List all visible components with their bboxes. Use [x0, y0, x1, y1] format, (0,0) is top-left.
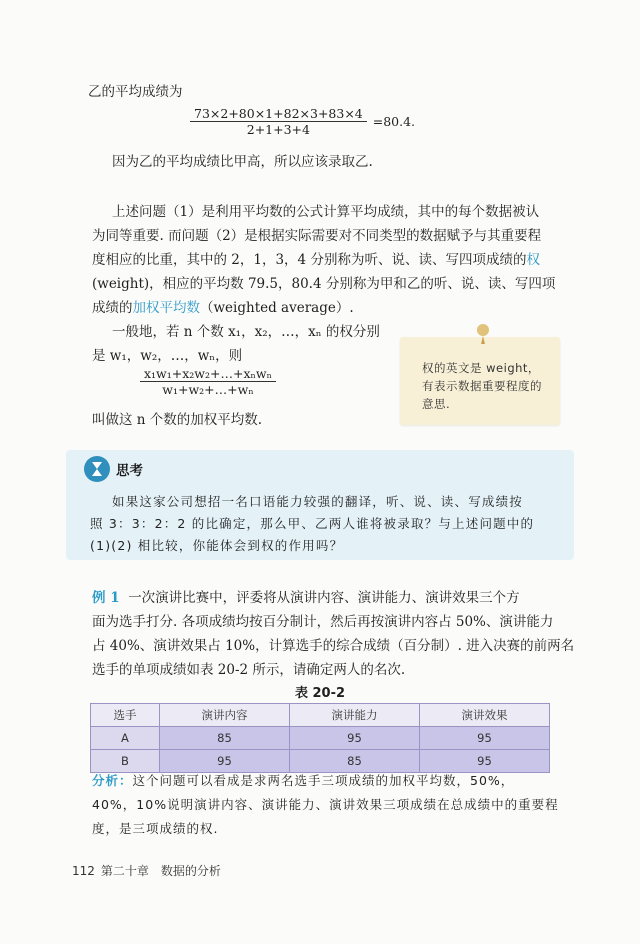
- pushpin-icon: [470, 320, 496, 346]
- para-line-3-text: 度相应的比重，其中的 2，1，3，4 分别称为听、说、读、写四项成绩的: [92, 252, 527, 268]
- analysis-line-1-text: 这个问题可以看成是求两名选手三项成绩的加权平均数，50%，: [132, 773, 515, 788]
- table-cell: 85: [289, 750, 419, 773]
- table-header-row: [91, 704, 550, 727]
- para-line-5-tail: （weighted average）.: [200, 300, 354, 316]
- formula-result: =80.4.: [372, 114, 416, 129]
- hourglass-icon: [84, 456, 110, 482]
- page-number: 112: [72, 864, 95, 878]
- para-line-1: 上述问题（1）是利用平均数的公式计算平均成绩，其中的每个数据被认: [112, 204, 540, 220]
- think-line-2: 照 3：3：2：2 的比确定，那么甲、乙两人谁将被录取？与上述问题中的: [90, 516, 535, 531]
- chapter-title: 第二十章 数据的分析: [100, 864, 221, 878]
- keyword-weighted-average: 加权平均数: [132, 300, 200, 316]
- think-title: 思考: [116, 463, 143, 479]
- analysis-line-3: 度，是三项成绩的权.: [92, 821, 219, 836]
- think-line-3: (1)(2) 相比较，你能体会到权的作用吗？: [90, 538, 344, 553]
- side-note: [400, 337, 560, 425]
- table-cell: A: [91, 727, 160, 750]
- para-line-3: [92, 250, 540, 270]
- general-line-2: 是 w₁，w₂，…，wₙ，则: [92, 348, 243, 364]
- analysis-line-1: [92, 770, 514, 792]
- table-cell: B: [91, 750, 160, 773]
- para-line-5: [92, 298, 354, 318]
- table-title: 表 20-2: [294, 686, 346, 701]
- analysis-label: 分析：: [92, 773, 133, 788]
- keyword-weight: 权: [526, 252, 540, 268]
- table-cell: 95: [419, 727, 549, 750]
- table-cell: 95: [159, 750, 289, 773]
- example-line-4: 选手的单项成绩如表 20-2 所示，请确定两人的名次.: [92, 662, 406, 678]
- think-line-1: 如果这家公司想招一名口语能力较强的翻译，听、说、读、写成绩按: [112, 494, 524, 509]
- formula-denominator: 2+1+3+4: [190, 121, 367, 137]
- para-line-2: 为同等重要. 而问题（2）是根据实际需要对不同类型的数据赋予与其重要程: [92, 228, 542, 244]
- score-table: [90, 703, 550, 773]
- weighted-numerator: x₁w₁+x₂w₂+…+xₙwₙ: [144, 366, 273, 381]
- para-line-5-text: 成绩的: [92, 300, 133, 316]
- weighted-average-formula: [140, 366, 276, 397]
- table-cell: 95: [419, 750, 549, 773]
- table-header-cell: 演讲效果: [419, 704, 549, 727]
- example-line-1-text: 一次演讲比赛中，评委将从演讲内容、演讲能力、演讲效果三个方: [128, 590, 520, 606]
- average-formula: [190, 106, 415, 137]
- table-cell: 85: [159, 727, 289, 750]
- table-header-cell: 选手: [91, 704, 160, 727]
- conclusion-text: 因为乙的平均成绩比甲高，所以应该录取乙.: [112, 154, 373, 170]
- example-line-2: 面为选手打分. 各项成绩均按百分制计，然后再按演讲内容占 50%、演讲能力: [92, 614, 554, 630]
- side-note-text: 权的英文是 weight，有表示数据重要程度的意思.: [422, 361, 542, 411]
- example-line-3: 占 40%、演讲效果占 10%，计算选手的综合成绩（百分制）. 进入决赛的前两名: [92, 638, 575, 654]
- intro-text: 乙的平均成绩为: [88, 84, 183, 100]
- table-row: [91, 727, 550, 750]
- general-line-1: 一般地，若 n 个数 x₁，x₂，…，xₙ 的权分别: [112, 324, 380, 340]
- example-line-1: [92, 588, 520, 608]
- para-line-4: (weight)，相应的平均数 79.5，80.4 分别称为甲和乙的听、说、读、写四项: [92, 276, 556, 292]
- formula-numerator: 73×2+80×1+82×3+83×4: [194, 106, 363, 121]
- analysis-line-2: 40%，10%说明演讲内容、演讲能力、演讲效果三项成绩在总成绩中的重要程: [92, 797, 559, 812]
- table-header-cell: 演讲能力: [289, 704, 419, 727]
- table-header-cell: 演讲内容: [159, 704, 289, 727]
- page-footer: [72, 862, 221, 879]
- table-cell: 95: [289, 727, 419, 750]
- weighted-denominator: w₁+w₂+…+wₙ: [140, 381, 276, 397]
- example-label: 例 1: [92, 590, 120, 606]
- general-line-3: 叫做这 n 个数的加权平均数.: [92, 412, 263, 428]
